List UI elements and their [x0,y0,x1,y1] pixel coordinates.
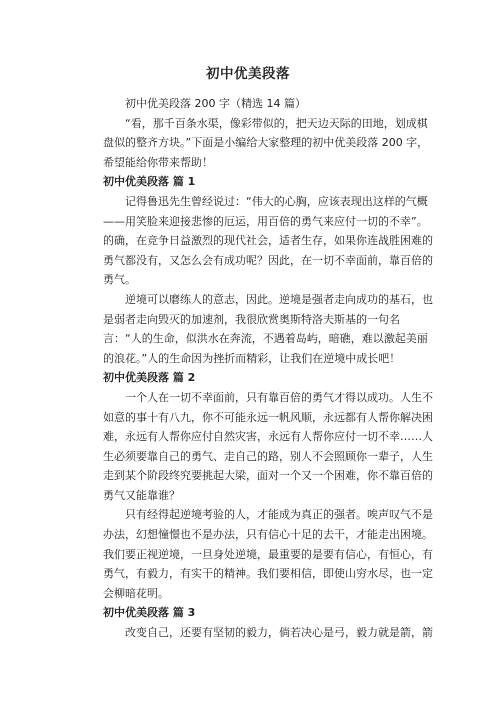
section-paragraph: 改变自己，还要有坚韧的毅力，倘若决心是弓，毅力就是箭，箭 [125,626,433,640]
section-paragraph: 一个人在一切不幸面前，只有靠百倍的勇气才得以成功。人生不如意的事十有八九，你不可能永远一帆风顺，永远都有人帮你解决困难，永远有人帮你应付自然灾害，永远有人帮你应付一切不幸……人生必须要靠自己的勇气、走自己的路，别人不会照顾你一辈子，人生走到某个阶段终究要挑起大梁，面对一个又一个困难，你不靠百倍的勇气又能靠谁？ [103,390,433,502]
section-paragraph: 只有经得起逆境考验的人，才能成为真正的强者。唉声叹气不是办法，幻想憧憬也不是办法，只有信心十足的去干，才能走出困境。我们要正视逆境，一旦身处逆境，最重要的是要有信心，有恒心，有勇气，有毅力，有实干的精神。我们要相信，即使山穷水尽，也一定会柳暗花明。 [103,508,433,600]
section-paragraph: 逆境可以磨练人的意志，因此。逆境是强者走向成功的基石，也是弱者走向毁灭的加速剂，我很欣赏奥斯特洛夫斯基的一句名言：“人的生命，似洪水在奔流，不遇着岛屿，暗礁，难以激起美丽的浪花。”人的生命因为挫折而精彩，让我们在逆境中成长吧！ [103,292,433,365]
section-heading: 初中优美段落 篇 2 [103,371,196,385]
section-heading: 初中优美段落 篇 1 [103,175,196,189]
section-heading: 初中优美段落 篇 3 [103,606,196,620]
lead-paragraph: “看，那千百条水渠，像彩带似的，把天边天际的田地，划成棋盘似的整齐方块。”下面是小编给大家整理的初中优美段落 200 字，希望能给你带来帮助！ [103,116,429,169]
document-title: 初中优美段落 [206,66,290,82]
document-body [103,94,433,643]
intro-line: 初中优美段落 200 字（精选 14 篇） [125,97,306,110]
section-paragraph: 记得鲁迅先生曾经说过：“伟大的心胸，应该表现出这样的气概——用笑脸来迎接悲惨的厄运，用百倍的勇气来应付一切的不幸”。的确，在竞争日益激烈的现代社会，适者生存，如果你连战胜困难的勇气都没有，又怎么会有成功呢？因此，在一切不幸面前，靠百倍的勇气。 [103,194,433,287]
